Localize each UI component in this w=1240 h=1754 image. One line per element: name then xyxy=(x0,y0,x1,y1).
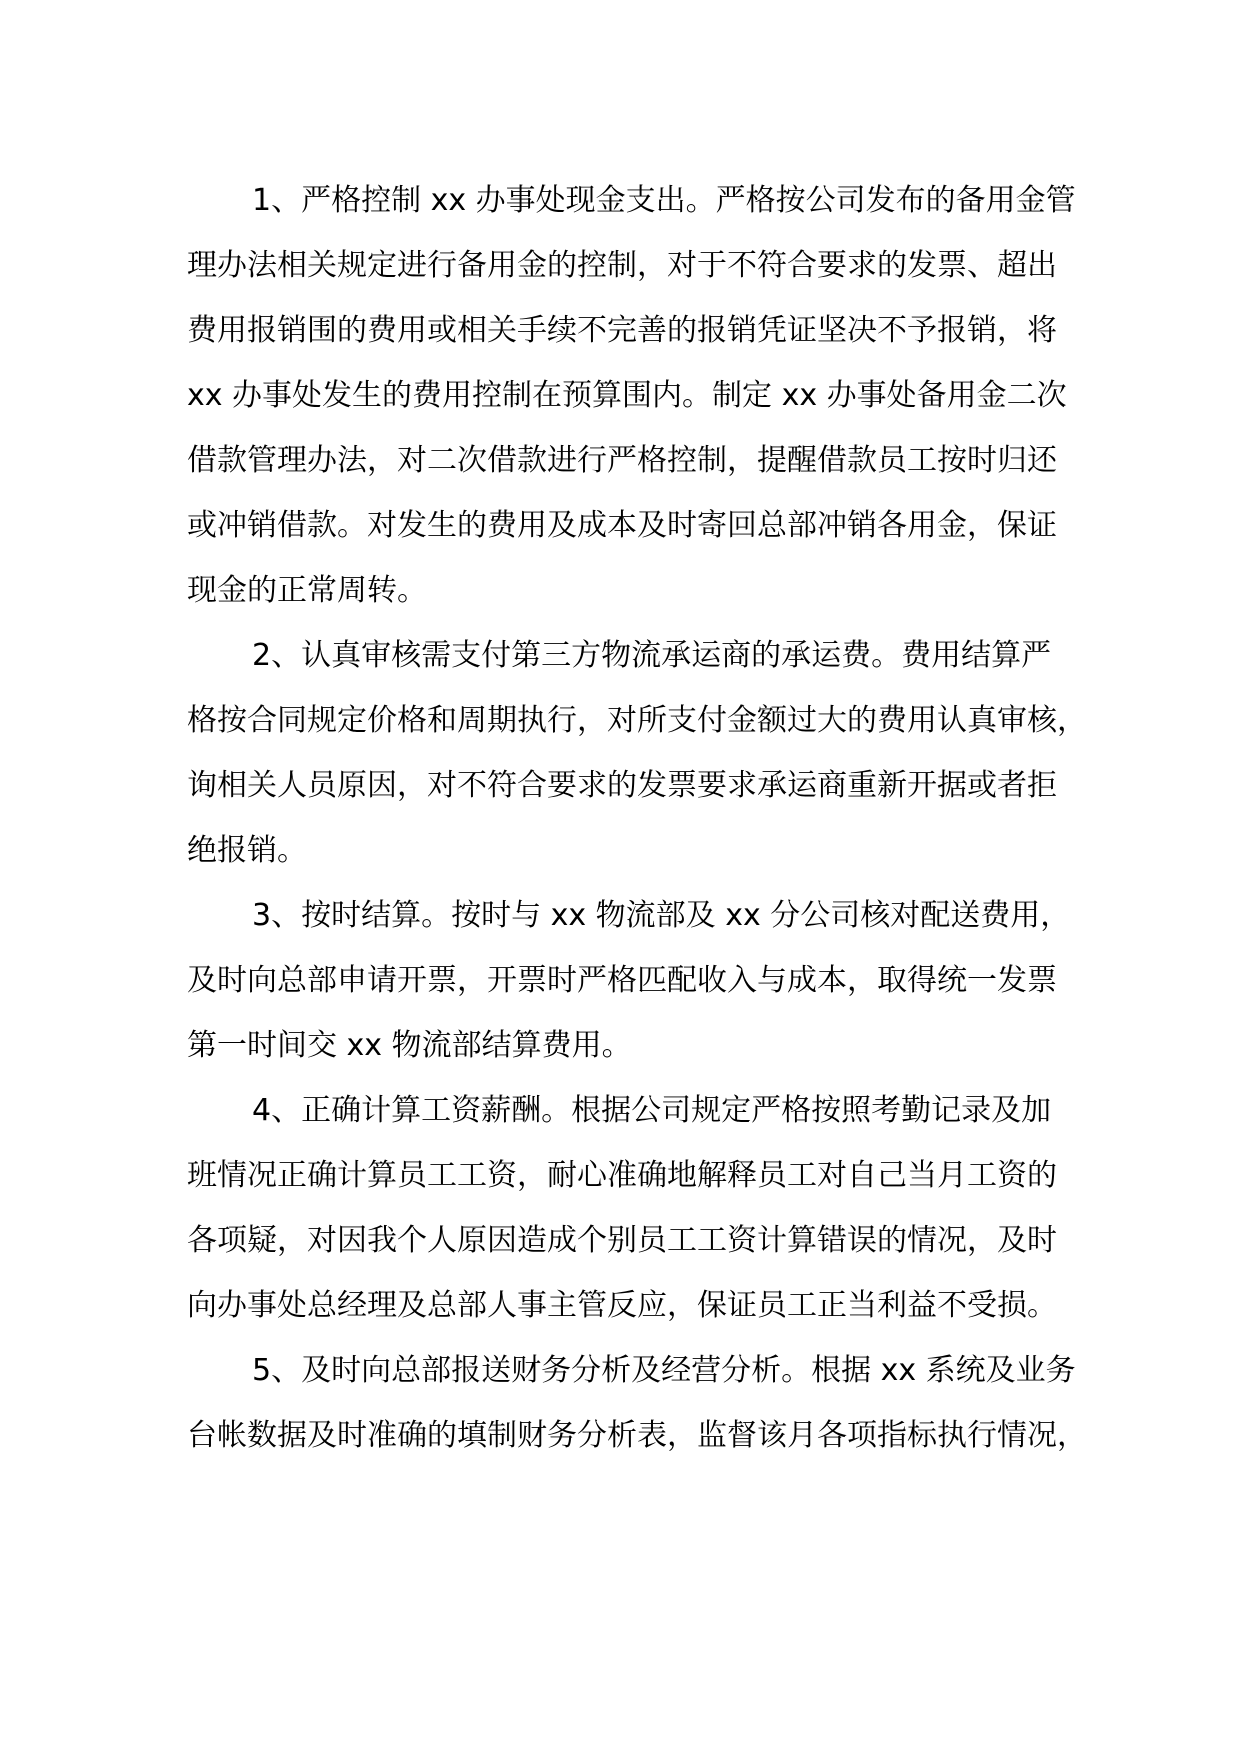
text-line: 第一时间交 xx 物流部结算费用。 xyxy=(187,1028,632,1063)
text-line: 3、按时结算。按时与 xx 物流部及 xx 分公司核对配送费用， xyxy=(252,898,1071,933)
text-line: 或冲销借款。对发生的费用及成本及时寄回总部冲销各用金，保证 xyxy=(187,508,1057,543)
text-line: 向办事处总经理及总部人事主管反应，保证员工正当利益不受损。 xyxy=(187,1288,1057,1323)
text-line: 2、认真审核需支付第三方物流承运商的承运费。费用结算严 xyxy=(252,638,1052,673)
text-line: 格按合同规定价格和周期执行，对所支付金额过大的费用认真审核， xyxy=(187,703,1087,738)
text-line: 班情况正确计算员工工资，耐心准确地解释员工对自己当月工资的 xyxy=(187,1158,1057,1193)
text-line: 现金的正常周转。 xyxy=(187,573,427,608)
text-line: 绝报销。 xyxy=(187,833,307,868)
paragraph-3 xyxy=(187,883,1071,1078)
text-line: 费用报销围的费用或相关手续不完善的报销凭证坚决不予报销，将 xyxy=(187,313,1057,348)
text-line: 理办法相关规定进行备用金的控制，对于不符合要求的发票、超出 xyxy=(187,248,1057,283)
paragraph-5 xyxy=(187,1338,1087,1468)
text-line: 借款管理办法，对二次借款进行严格控制，提醒借款员工按时归还 xyxy=(187,443,1057,478)
text-line: 5、及时向总部报送财务分析及经营分析。根据 xx 系统及业务 xyxy=(252,1353,1076,1388)
paragraph-2 xyxy=(187,623,1087,883)
text-line: 询相关人员原因，对不符合要求的发票要求承运商重新开据或者拒 xyxy=(187,768,1057,803)
text-line: xx 办事处发生的费用控制在预算围内。制定 xx 办事处备用金二次 xyxy=(187,378,1067,413)
text-line: 台帐数据及时准确的填制财务分析表，监督该月各项指标执行情况， xyxy=(187,1418,1087,1453)
text-line: 4、正确计算工资薪酬。根据公司规定严格按照考勤记录及加 xyxy=(252,1093,1052,1128)
text-line: 及时向总部申请开票，开票时严格匹配收入与成本，取得统一发票 xyxy=(187,963,1057,998)
text-line: 各项疑，对因我个人原因造成个别员工工资计算错误的情况，及时 xyxy=(187,1223,1057,1258)
text-line: 1、严格控制 xx 办事处现金支出。严格按公司发布的备用金管 xyxy=(252,183,1076,218)
paragraph-4 xyxy=(187,1078,1067,1338)
document-body xyxy=(187,168,1087,1468)
paragraph-1 xyxy=(187,168,1076,623)
